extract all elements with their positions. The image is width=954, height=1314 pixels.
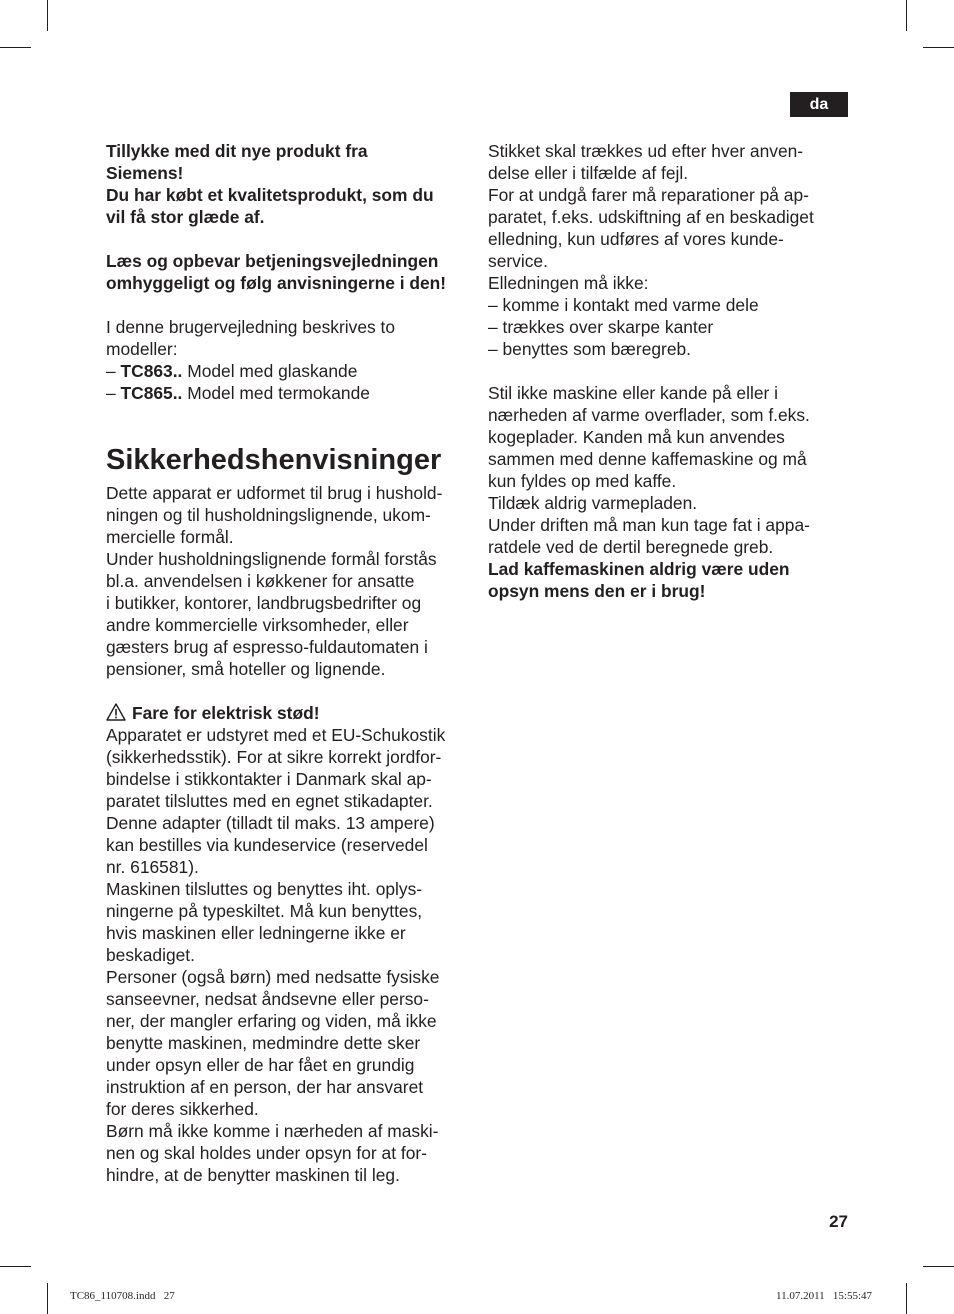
text-line: elledning, kun udføres af vores kunde- <box>488 229 784 249</box>
left-column <box>106 140 472 1186</box>
text-line: Under husholdningslignende formål forstås <box>106 549 437 569</box>
text-line: nen og skal holdes under opsyn for at for- <box>106 1143 427 1163</box>
list-item: – komme i kontakt med varme dele <box>488 295 759 315</box>
text-line: I denne brugervejledning beskrives to <box>106 317 396 337</box>
text-line: Stil ikke maskine eller kande på eller i <box>488 383 778 403</box>
crop-mark <box>0 47 31 48</box>
text-line: Under driften må man kun tage fat i appa- <box>488 515 810 535</box>
text-line: sanseevner, nedsat åndsevne eller perso- <box>106 989 429 1009</box>
warning-title: Fare for elektrisk stød! <box>132 703 320 723</box>
text-line: omhyggeligt og følg anvisningerne i den! <box>106 273 447 293</box>
supervision-warning <box>488 558 840 602</box>
text-line: vil få stor glæde af. <box>106 207 265 227</box>
text-line: Dette apparat er udformet til brug i hushold- <box>106 483 443 503</box>
crop-mark <box>923 47 954 48</box>
text-line: for deres sikkerhed. <box>106 1099 259 1119</box>
text-line: paratet, f.eks. udskiftning af en beskadiget <box>488 207 814 227</box>
crop-mark <box>47 0 48 31</box>
text-line: Stikket skal trækkes ud efter hver anven- <box>488 141 804 161</box>
text-line: kogeplader. Kanden må kun anvendes <box>488 427 785 447</box>
text-line: pensioner, små hoteller og lignende. <box>106 659 386 679</box>
text-line: kun fyldes op med kaffe. <box>488 471 677 491</box>
usage-paragraph <box>106 482 472 680</box>
crop-mark <box>47 1283 48 1314</box>
warning-triangle-icon <box>106 703 126 721</box>
text-line: under opsyn eller de har fået en grundig <box>106 1055 415 1075</box>
text-line: ratdele ved de dertil beregnede greb. <box>488 537 774 557</box>
warning-heading <box>106 702 472 724</box>
crop-mark <box>906 1283 907 1314</box>
text-line: opsyn mens den er i brug! <box>488 581 706 601</box>
model-code: TC865.. <box>120 383 183 403</box>
read-instructions-paragraph <box>106 250 472 294</box>
models-list <box>106 360 472 404</box>
text-line: sammen med denne kaffemaskine og må <box>488 449 807 469</box>
text-line: andre kommercielle virksomheder, eller <box>106 615 409 635</box>
text-line: Tildæk aldrig varmepladen. <box>488 493 698 513</box>
right-column <box>488 140 840 602</box>
text-line: nærheden af varme overflader, som f.eks. <box>488 405 810 425</box>
text-line: Tillykke med dit nye produkt fra <box>106 141 368 161</box>
text-line: For at undgå farer må reparationer på ap- <box>488 185 809 205</box>
text-line: ner, der mangler erfaring og viden, må ikke <box>106 1011 437 1031</box>
crop-mark <box>906 0 907 31</box>
models-intro <box>106 316 472 360</box>
intro-paragraph <box>106 140 472 228</box>
language-tab: da <box>790 92 848 117</box>
text-line: hvis maskinen eller ledningerne ikke er <box>106 923 406 943</box>
cord-list <box>488 294 840 360</box>
page-number: 27 <box>829 1212 848 1231</box>
text-line: delse eller i tilfælde af fejl. <box>488 163 689 183</box>
text-line: Børn må ikke komme i nærheden af maski- <box>106 1121 439 1141</box>
text-line: service. <box>488 251 548 271</box>
model-item <box>106 382 472 404</box>
footer-date-slug: 11.07.2011 15:55:47 <box>776 1290 873 1302</box>
text-line: Elledningen må ikke: <box>488 273 649 293</box>
text-line: i butikker, kontorer, landbrugsbedrifter og <box>106 593 422 613</box>
text-line: bl.a. anvendelsen i køkkener for ansatte <box>106 571 415 591</box>
text-line: kan bestilles via kundeservice (reservedel <box>106 835 428 855</box>
text-line: paratet tilsluttes med en egnet stikadapter. <box>106 791 433 811</box>
model-desc: Model med termokande <box>182 383 370 403</box>
warning-paragraph <box>106 724 472 1186</box>
footer-file-slug: TC86_110708.indd 27 <box>70 1290 175 1302</box>
text-line: modeller: <box>106 339 178 359</box>
crop-mark <box>923 1266 954 1267</box>
model-desc: Model med glaskande <box>182 361 358 381</box>
text-line: Du har købt et kvalitetsprodukt, som du <box>106 185 434 205</box>
model-code: TC863.. <box>120 361 183 381</box>
text-line: instruktion af en person, der har ansvaret <box>106 1077 424 1097</box>
model-dash: – <box>106 383 116 403</box>
text-line: nr. 616581). <box>106 857 199 877</box>
text-line: ningerne på typeskiltet. Må kun benyttes, <box>106 901 423 921</box>
text-line: Apparatet er udstyret med et EU-Schukostik <box>106 725 446 745</box>
text-line: Personer (også børn) med nedsatte fysiske <box>106 967 440 987</box>
heat-paragraph <box>488 382 840 558</box>
text-line: Læs og opbevar betjeningsvejledningen <box>106 251 439 271</box>
model-item <box>106 360 472 382</box>
text-line: bindelse i stikkontakter i Danmark skal ap- <box>106 769 432 789</box>
model-dash: – <box>106 361 116 381</box>
text-line: hindre, at de benytter maskinen til leg. <box>106 1165 400 1185</box>
text-line: (sikkerhedsstik). For at sikre korrekt jordfor- <box>106 747 442 767</box>
text-line: mercielle formål. <box>106 527 234 547</box>
text-line: gæsters brug af espresso-fuldautomaten i <box>106 637 428 657</box>
text-line: Maskinen tilsluttes og benyttes iht. oplys- <box>106 879 423 899</box>
text-line: beskadiget. <box>106 945 195 965</box>
text-line: Lad kaffemaskinen aldrig være uden <box>488 559 790 579</box>
list-item: – benyttes som bæregreb. <box>488 339 691 359</box>
text-line: benytte maskinen, medmindre dette sker <box>106 1033 421 1053</box>
text-line: Siemens! <box>106 163 184 183</box>
plug-paragraph <box>488 140 840 294</box>
list-item: – trækkes over skarpe kanter <box>488 317 714 337</box>
crop-mark <box>0 1266 31 1267</box>
section-heading: Sikkerhedshenvisninger <box>106 444 442 476</box>
text-line: ningen og til husholdningslignende, ukom- <box>106 505 431 525</box>
text-line: Denne adapter (tilladt til maks. 13 ampere) <box>106 813 435 833</box>
